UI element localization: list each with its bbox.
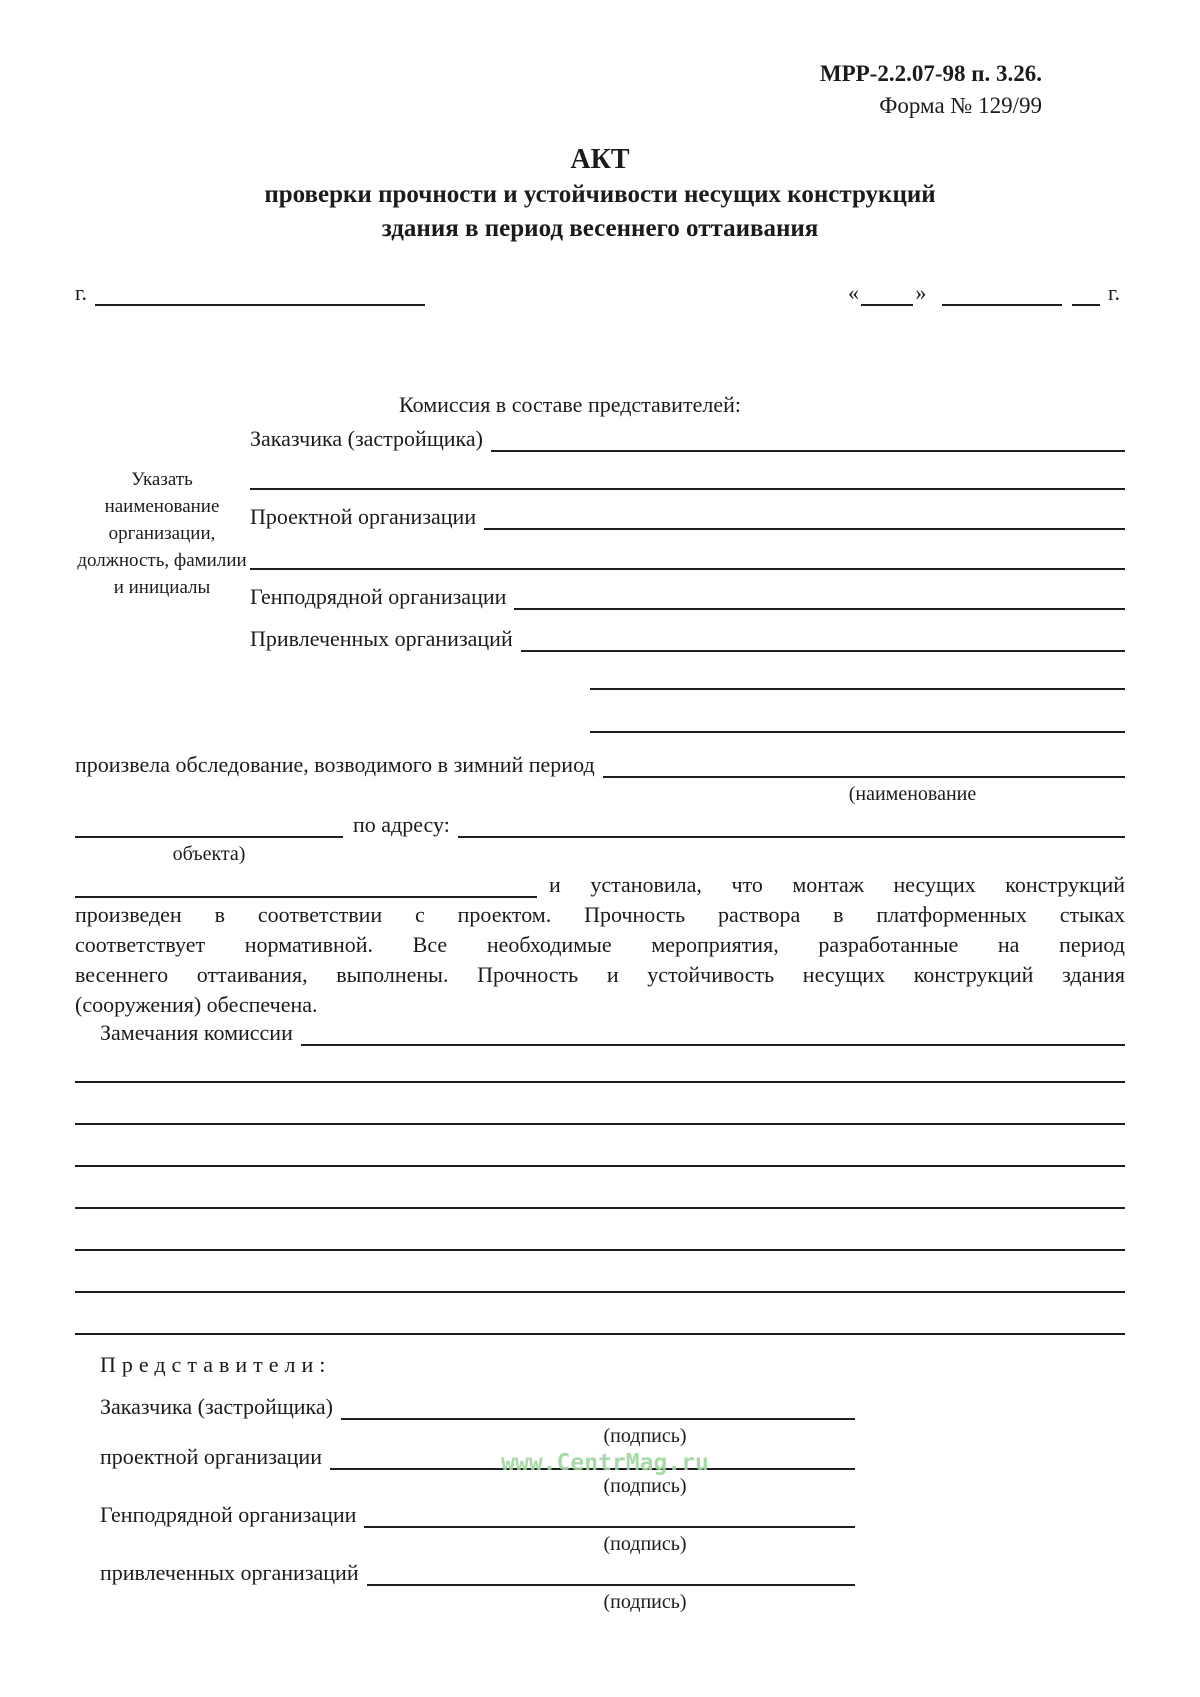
field-general-contractor-label: Генподрядной организации	[250, 584, 507, 609]
field-general-contractor	[250, 580, 1125, 610]
survey-label: произвела обследование, возводимого в зимний период	[75, 752, 595, 777]
date-month-blank	[942, 274, 1062, 306]
remarks-blank	[301, 1014, 1125, 1046]
field-customer	[250, 422, 1125, 452]
blank-line	[75, 1291, 1125, 1293]
remarks-row	[100, 1016, 1125, 1046]
established-blank	[75, 866, 537, 898]
reference-code: МРР-2.2.07-98 п. 3.26.	[819, 61, 1042, 86]
place-blank	[95, 274, 425, 306]
date-year-blank	[1072, 274, 1100, 306]
field-design-org	[250, 500, 1125, 530]
sign-general-contractor-label: Генподрядной организации	[100, 1502, 357, 1527]
sign-design-org-label: проектной организации	[100, 1444, 322, 1469]
place-prefix: г.	[75, 280, 88, 305]
blank-line	[75, 1333, 1125, 1335]
sign-row-general-contractor	[100, 1498, 855, 1528]
margin-note: Указать наименование организации, должность, фамилии и инициалы	[77, 469, 247, 598]
document-header	[820, 58, 1042, 122]
blank-line	[75, 1123, 1125, 1125]
field-involved-orgs-label: Привлеченных организаций	[250, 626, 513, 651]
signature-caption: (подпись)	[603, 1475, 687, 1497]
date-year-suffix: г.	[1107, 280, 1120, 305]
address-row	[75, 808, 1125, 838]
sign-involved-orgs-label: привлеченных организаций	[100, 1560, 359, 1585]
blank-line	[250, 488, 1125, 490]
date-row	[848, 276, 1128, 306]
sign-general-contractor-blank	[364, 1496, 855, 1528]
signature-caption: (подпись)	[603, 1533, 687, 1555]
field-customer-blank	[491, 420, 1125, 452]
sign-customer-blank	[341, 1388, 855, 1420]
blank-line	[75, 1165, 1125, 1167]
blank-line	[250, 568, 1125, 570]
representatives-heading: Представители:	[100, 1352, 332, 1377]
blank-line	[590, 688, 1125, 690]
field-customer-label: Заказчика (застройщика)	[250, 426, 483, 451]
paragraph-line: (сооружения) обеспечена.	[75, 992, 318, 1017]
established-row	[75, 868, 1125, 898]
established-text: и установила, что монтаж несущих конструкций	[549, 872, 1125, 897]
survey-row	[75, 748, 1125, 778]
date-close-quote: »	[915, 280, 927, 305]
title-line3: здания в период весеннего оттаивания	[381, 215, 819, 242]
document-title	[0, 142, 1200, 246]
address-blank	[458, 806, 1125, 838]
blank-line	[75, 1081, 1125, 1083]
address-label: по адресу:	[353, 812, 450, 837]
field-involved-orgs-blank	[521, 620, 1125, 652]
date-open-quote: «	[848, 280, 859, 305]
survey-name-blank	[603, 746, 1125, 778]
title-act: АКТ	[570, 144, 630, 175]
paragraph-line: произведен в соответствии с проектом. Прочность раствора в платформенных стыках	[75, 902, 1125, 927]
signature-caption: (подпись)	[603, 1591, 687, 1613]
commission-heading: Комиссия в составе представителей:	[399, 392, 741, 417]
signature-caption: (подпись)	[603, 1425, 687, 1447]
remarks-label: Замечания комиссии	[100, 1020, 293, 1045]
title-line2: проверки прочности и устойчивости несущих конструкций	[264, 181, 936, 208]
site-watermark: www.CentrMag.ru	[501, 1450, 709, 1476]
blank-line	[75, 1249, 1125, 1251]
form-number: Форма № 129/99	[879, 93, 1042, 118]
object-blank	[75, 806, 343, 838]
field-general-contractor-blank	[514, 578, 1125, 610]
blank-line	[590, 731, 1125, 733]
field-design-org-label: Проектной организации	[250, 504, 477, 529]
sign-row-involved-orgs	[100, 1556, 855, 1586]
field-involved-orgs	[250, 622, 1125, 652]
caption-object: объекта)	[172, 843, 246, 865]
sign-customer-label: Заказчика (застройщика)	[100, 1394, 333, 1419]
paragraph-line: соответствует нормативной. Все необходимые мероприятия, разработанные на период	[75, 932, 1125, 957]
field-design-org-blank	[484, 498, 1125, 530]
blank-line	[75, 1207, 1125, 1209]
caption-name: (наименование	[848, 783, 977, 805]
place-row	[75, 276, 425, 306]
paragraph-line: весеннего оттаивания, выполнены. Прочность и устойчивость несущих конструкций здания	[75, 962, 1125, 987]
sign-involved-orgs-blank	[367, 1554, 855, 1586]
sign-row-customer	[100, 1390, 855, 1420]
date-day-blank	[861, 274, 913, 306]
